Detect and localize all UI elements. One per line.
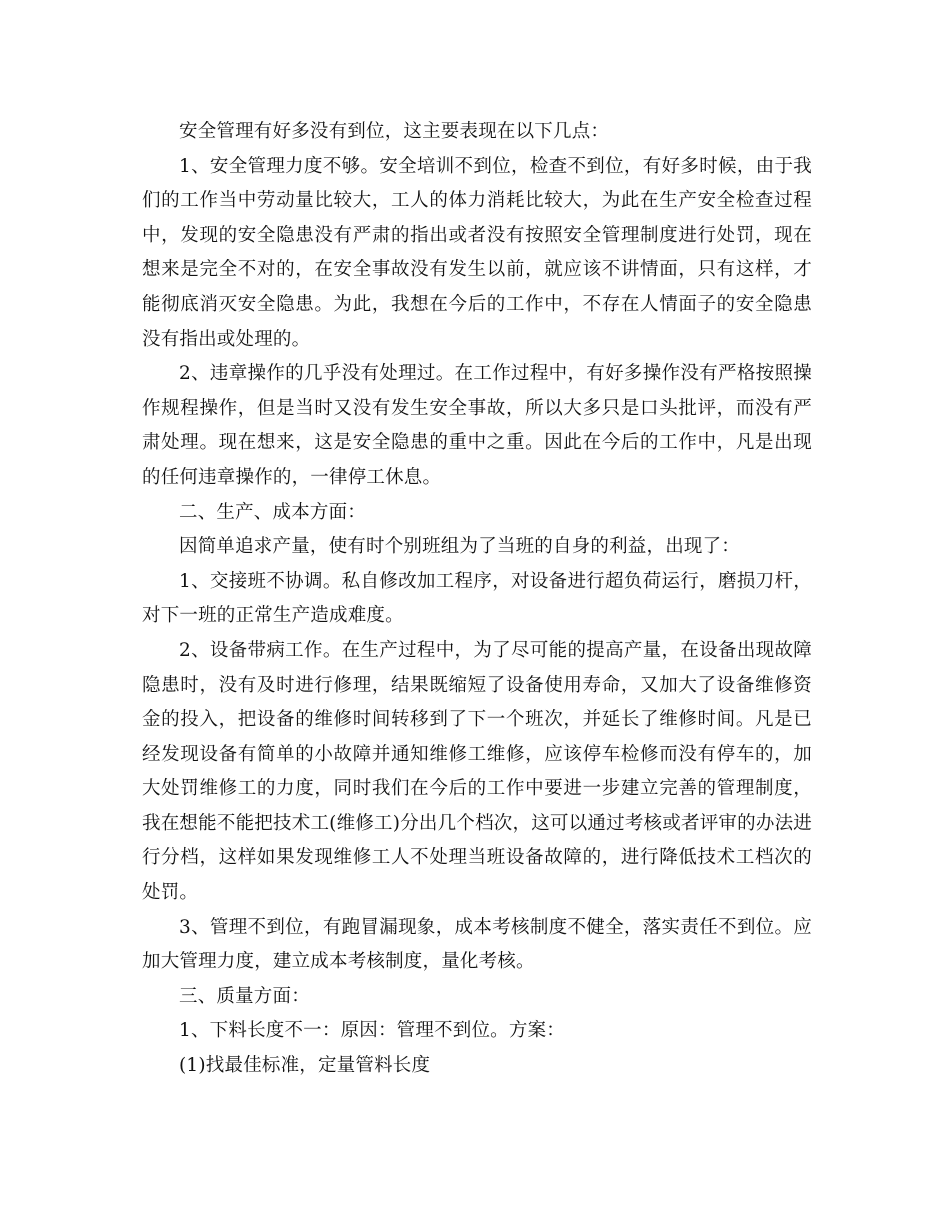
section-heading-quality: 三、质量方面： [179,985,310,1007]
paragraph-production-intro: 因简单追求产量，使有时个别班组为了当班的自身的利益，出现了： [179,536,741,558]
paragraph-quality-1-solution: (1)找最佳标准，定量管料长度 [179,1055,431,1077]
section-heading-production-cost: 二、生产、成本方面： [179,501,367,523]
paragraph-production-2: 2、设备带病工作。在生产过程中，为了尽可能的提高产量，在设备出现故障隐患时，没有及时进行修理，结果既缩短了设备使用寿命，又加大了设备维修资金的投入，把设备的维修时间转移到了下一个班次，并延长了维修时间。凡是已经发现设备有简单的小故障并通知维修工维修，应该停车检修而没有停车的，加大处罚维修工的力度，同时我们在今后的工作中要进一步建立完善的管理制度，我在想能不能把技术工(维修工)分出几个档次，这可以通过考核或者评审的办法进行分档，这样如果发现维修工人不处理当班设备故障的，进行降低技术工档次的处罚。 [142,639,812,904]
paragraph-production-3: 3、管理不到位，有跑冒漏现象，成本考核制度不健全，落实责任不到位。应加大管理力度，建立成本考核制度，量化考核。 [142,916,812,973]
paragraph-safety-2: 2、违章操作的几乎没有处理过。在工作过程中，有好多操作没有严格按照操作规程操作，但是当时又没有发生安全事故，所以大多只是口头批评，而没有严肃处理。现在想来，这是安全隐患的重中之重。因此在今后的工作中，凡是出现的任何违章操作的，一律停工休息。 [142,363,812,488]
document-body [142,115,812,1084]
paragraph-intro: 安全管理有好多没有到位，这主要表现在以下几点： [179,121,610,142]
paragraph-quality-1: 1、下料长度不一：原因：管理不到位。方案： [179,1020,565,1042]
paragraph-production-1: 1、交接班不协调。私自修改加工程序，对设备进行超负荷运行，磨损刀杆，对下一班的正常生产造成难度。 [142,570,812,627]
paragraph-safety-1: 1、安全管理力度不够。安全培训不到位，检查不到位，有好多时候，由于我们的工作当中劳动量比较大，工人的体力消耗比较大，为此在生产安全检查过程中，发现的安全隐患没有严肃的指出或者没有按照安全管理制度进行处罚，现在想来是完全不对的，在安全事故没有发生以前，就应该不讲情面，只有这样，才能彻底消灭安全隐患。为此，我想在今后的工作中，不存在人情面子的安全隐患没有指出或处理的。 [142,155,812,350]
